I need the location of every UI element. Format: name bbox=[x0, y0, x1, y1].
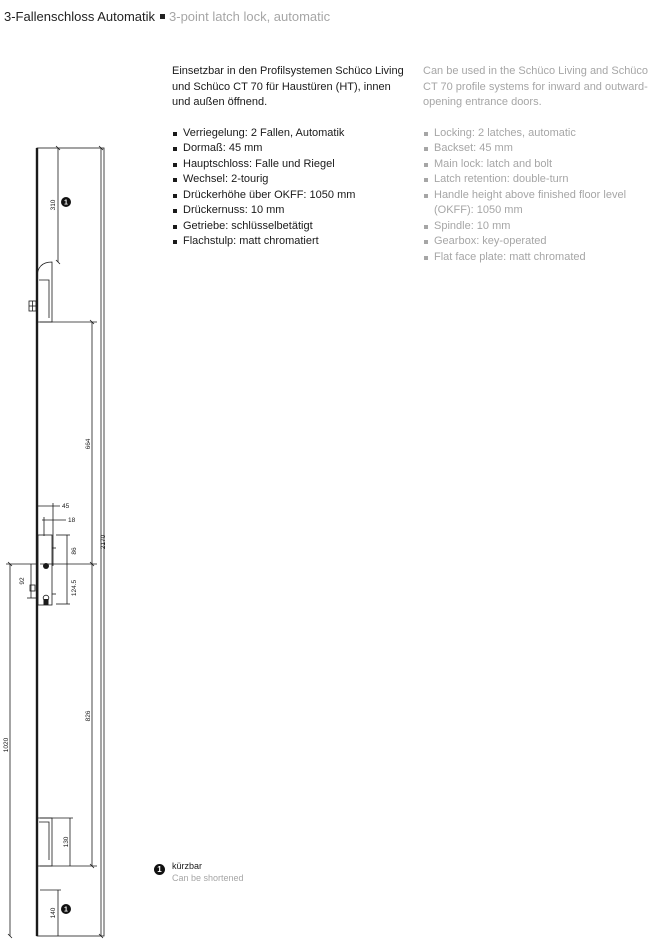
dim-label-826: 826 bbox=[85, 710, 92, 722]
dim-label-130: 130 bbox=[63, 836, 70, 848]
bottom-latch-housing bbox=[37, 818, 52, 866]
bottom-latch-tongue bbox=[39, 822, 49, 860]
feature-item: Drückernuss: 10 mm bbox=[172, 203, 407, 219]
features-list-en bbox=[423, 126, 659, 266]
title-en: 3-point latch lock, automatic bbox=[169, 9, 331, 24]
svg-text:1: 1 bbox=[64, 199, 68, 207]
svg-text:1: 1 bbox=[64, 906, 68, 914]
intro-de: Einsetzbar in den Profilsystemen Schüco Living und Schüco CT 70 für Haustüren (HT), innen und außen öffnend. bbox=[172, 65, 404, 108]
feature-item: Hauptschloss: Falle und Riegel bbox=[172, 157, 407, 173]
feature-item: Wechsel: 2-tourig bbox=[172, 172, 407, 188]
feature-item: Dormaß: 45 mm bbox=[172, 141, 407, 157]
lock-technical-drawing bbox=[0, 140, 140, 940]
feature-item: Locking: 2 latches, automatic bbox=[423, 126, 659, 142]
legend-marker-icon: 1 bbox=[154, 864, 165, 875]
top-latch-housing bbox=[37, 262, 52, 322]
description-german bbox=[172, 64, 407, 250]
legend-text-de: kürzbar bbox=[172, 861, 203, 871]
feature-item: Flachstulp: matt chromatiert bbox=[172, 234, 407, 250]
feature-item: Getriebe: schlüsselbetätigt bbox=[172, 219, 407, 235]
feature-item: Verriegelung: 2 Fallen, Automatik bbox=[172, 126, 407, 142]
dim-label-2170: 2170 bbox=[100, 534, 107, 550]
top-latch-tongue bbox=[39, 280, 49, 318]
dim-label-1020: 1020 bbox=[3, 737, 10, 753]
feature-item: Drückerhöhe über OKFF: 1050 mm bbox=[172, 188, 407, 204]
title-separator-square bbox=[160, 14, 165, 19]
dim-label-92: 92 bbox=[19, 577, 26, 585]
title-de: 3-Fallenschloss Automatik bbox=[4, 9, 156, 24]
dim-label-140: 140 bbox=[50, 907, 57, 919]
intro-en: Can be used in the Schüco Living and Schüco CT 70 profile systems for inward and outward-opening entrance doors. bbox=[423, 65, 649, 108]
feature-item: Backset: 45 mm bbox=[423, 141, 659, 157]
spindle-hole-icon bbox=[43, 563, 49, 569]
dim-label-45: 45 bbox=[62, 503, 70, 510]
shortenable-marker-icon bbox=[61, 904, 71, 914]
dim-label-18: 18 bbox=[68, 517, 76, 524]
page-header bbox=[4, 9, 330, 24]
dim-label-124-5: 124.5 bbox=[71, 579, 78, 597]
feature-item: Gearbox: key-operated bbox=[423, 234, 659, 250]
dim-label-310: 310 bbox=[50, 199, 57, 211]
feature-item: Flat face plate: matt chromated bbox=[423, 250, 659, 266]
shortenable-marker-icon bbox=[61, 197, 71, 207]
legend-text-en: Can be shortened bbox=[172, 873, 244, 883]
feature-item: Handle height above finished floor level (OKFF): 1050 mm bbox=[423, 188, 659, 219]
dim-label-664: 664 bbox=[85, 438, 92, 450]
dim-label-86: 86 bbox=[71, 547, 78, 555]
upper-catch-icon bbox=[29, 301, 36, 311]
main-lock-housing bbox=[38, 535, 52, 605]
feature-item: Main lock: latch and bolt bbox=[423, 157, 659, 173]
feature-item: Spindle: 10 mm bbox=[423, 219, 659, 235]
feature-item: Latch retention: double-turn bbox=[423, 172, 659, 188]
cylinder-cam-icon bbox=[44, 599, 49, 605]
features-list-de bbox=[172, 126, 407, 250]
description-english bbox=[423, 64, 659, 265]
